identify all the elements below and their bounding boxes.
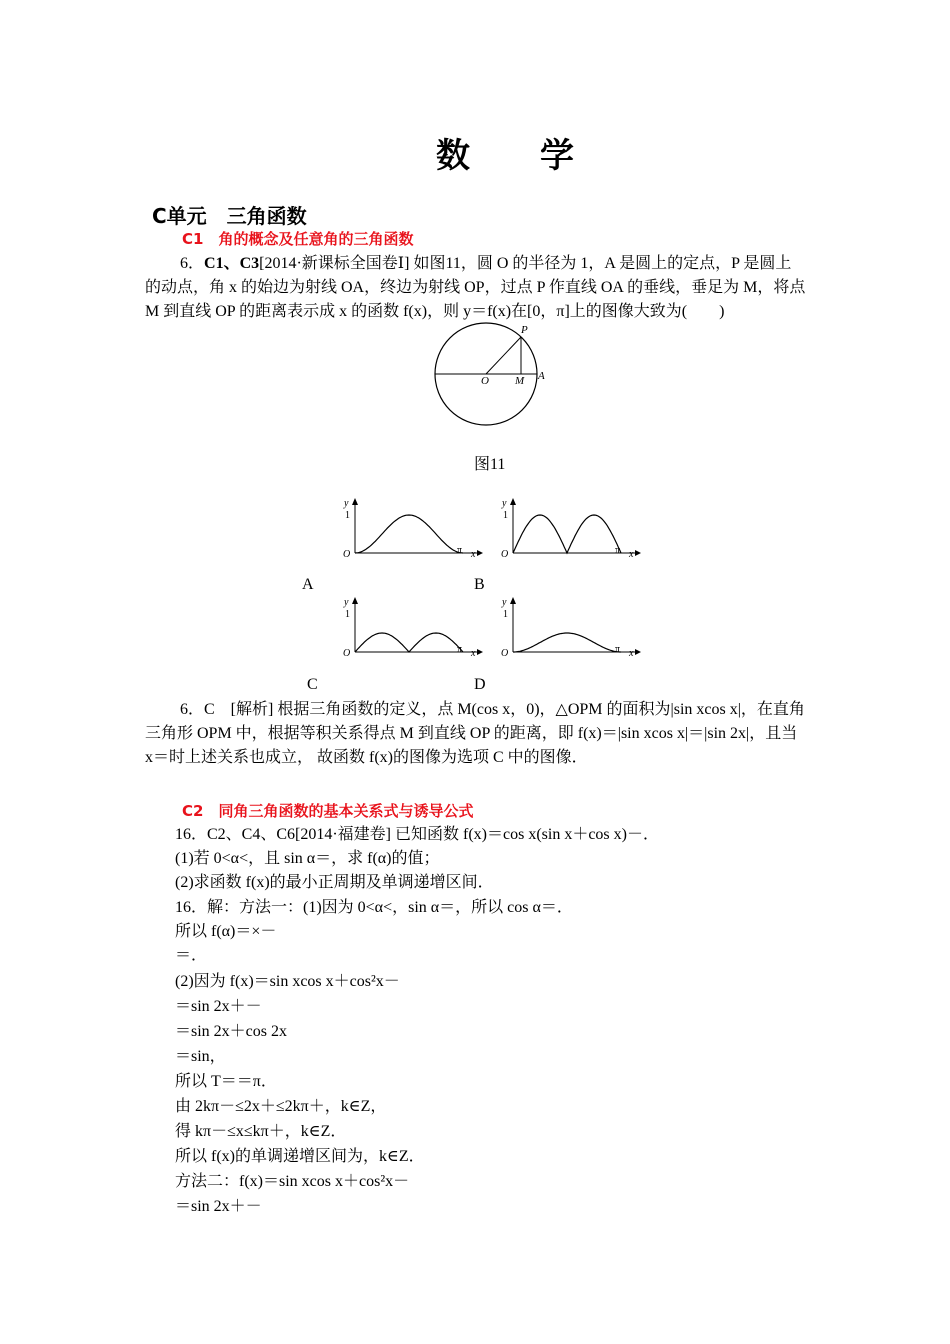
solution16-line: ＝sin 2x＋cos 2x bbox=[175, 1023, 288, 1040]
option-c-label: C bbox=[307, 676, 318, 693]
problem6-text1: 如图11，圆 O 的半径为 1，A 是圆上的定点，P 是圆上 bbox=[413, 255, 792, 272]
problem16-line3: (2)求函数 f(x)的最小正周期及单调递增区间． bbox=[175, 874, 494, 891]
y-axis-arrow bbox=[352, 498, 358, 505]
solution16-line: 所以 f(α)＝×－ bbox=[175, 923, 277, 940]
option-d-graph bbox=[493, 594, 643, 664]
x-axis-arrow bbox=[477, 550, 483, 556]
option-a-graph bbox=[335, 495, 485, 565]
y-axis-label: y bbox=[502, 498, 507, 509]
option-a-label: A bbox=[302, 576, 314, 593]
solution16-line: ＝． bbox=[175, 947, 208, 964]
option-b-graph bbox=[493, 495, 643, 565]
problem6-line2: 的动点，角 x 的始边为射线 OA，终边为射线 OP，过点 P 作直线 OA 的垂线，垂足为 M，将点 bbox=[145, 279, 806, 296]
solution16-line: 所以 T＝＝π． bbox=[175, 1073, 277, 1090]
origin-label: O bbox=[501, 549, 509, 560]
y-tick-1: 1 bbox=[345, 609, 350, 620]
y-axis-arrow bbox=[352, 597, 358, 604]
problem16-line2: (1)若 0<α<，且 sin α＝，求 f(α)的值； bbox=[175, 850, 440, 867]
label-a: A bbox=[538, 370, 545, 382]
x-axis-label: x bbox=[629, 648, 634, 659]
solution16-line: 16．解：方法一：(1)因为 0<α<，sin α＝，所以 cos α＝． bbox=[175, 899, 573, 916]
title-char-2: 学 bbox=[540, 136, 574, 176]
pi-label: π bbox=[457, 644, 463, 655]
problem6-line3: M 到直线 OP 的距离表示成 x 的函数 f(x)，则 y＝f(x)在[0，π]上的图像大致为( ) bbox=[145, 303, 725, 320]
section-c2-heading: C2 同角三角函数的基本关系式与诱导公式 bbox=[182, 802, 474, 820]
y-axis-arrow bbox=[510, 498, 516, 505]
unit-heading: C单元 三角函数 bbox=[152, 204, 307, 228]
problem6-line1 bbox=[180, 252, 791, 276]
problem6-codes: C1、C3 bbox=[204, 255, 260, 272]
label-p: P bbox=[521, 324, 528, 336]
solution16-line: ＝sin 2x＋－ bbox=[175, 1198, 262, 1215]
curve bbox=[355, 633, 463, 652]
solution16-line: 方法二：f(x)＝sin xcos x＋cos²x－ bbox=[175, 1173, 410, 1190]
figure11-circle-diagram bbox=[425, 320, 555, 430]
curve bbox=[513, 633, 621, 652]
solution16-line: 得 kπ－≤x≤kπ＋，k∈Z． bbox=[175, 1123, 347, 1140]
x-axis-arrow bbox=[477, 649, 483, 655]
label-m: M bbox=[515, 375, 525, 387]
curve bbox=[355, 515, 463, 553]
solution16-line: ＝sin 2x＋－ bbox=[175, 998, 262, 1015]
section-c1-heading: C1 角的概念及任意角的三角函数 bbox=[182, 230, 414, 248]
pi-label: π bbox=[457, 545, 463, 556]
solution16-line: ＝sin， bbox=[175, 1048, 226, 1065]
option-b-label: B bbox=[474, 576, 485, 593]
solution16-line: 所以 f(x)的单调递增区间为，k∈Z． bbox=[175, 1148, 425, 1165]
x-axis-label: x bbox=[471, 648, 476, 659]
origin-label: O bbox=[501, 648, 509, 659]
problem16-line1: 16．C2、C4、C6[2014·福建卷] 已知函数 f(x)＝cos x(sin x＋cos x)－． bbox=[175, 826, 659, 843]
option-d-label: D bbox=[474, 676, 486, 693]
solution6-line2: 三角形 OPM 中，根据等积关系得点 M 到直线 OP 的距离，即 f(x)＝|sin xcos x|＝|sin 2x|，且当 bbox=[145, 725, 798, 742]
solution6-line1: 6．C [解析] 根据三角函数的定义，点 M(cos x，0)，△OPM 的面积为|sin xcos x|，在直角 bbox=[180, 701, 805, 718]
x-axis-label: x bbox=[629, 549, 634, 560]
origin-label: O bbox=[343, 648, 351, 659]
y-axis-label: y bbox=[344, 498, 349, 509]
label-o: O bbox=[481, 375, 489, 387]
title-char-1: 数 bbox=[436, 136, 470, 176]
x-axis-arrow bbox=[635, 649, 641, 655]
problem6-source: [2014·新课标全国卷Ⅰ] bbox=[259, 255, 410, 272]
y-axis-arrow bbox=[510, 597, 516, 604]
solution6-line3: x＝时上述关系也成立， 故函数 f(x)的图像为选项 C 中的图像． bbox=[145, 749, 588, 766]
origin-label: O bbox=[343, 549, 351, 560]
pi-label: π bbox=[615, 644, 621, 655]
figure11-caption: 图11 bbox=[474, 456, 506, 473]
y-axis-label: y bbox=[344, 597, 349, 608]
solution16-line: (2)因为 f(x)＝sin xcos x＋cos²x－ bbox=[175, 973, 400, 990]
y-axis-label: y bbox=[502, 597, 507, 608]
solution16-line: 由 2kπ－≤2x＋≤2kπ＋，k∈Z， bbox=[175, 1098, 387, 1115]
option-c-graph bbox=[335, 594, 485, 664]
problem6-number: 6． bbox=[180, 255, 205, 272]
y-tick-1: 1 bbox=[345, 510, 350, 521]
x-axis-arrow bbox=[635, 550, 641, 556]
y-tick-1: 1 bbox=[503, 510, 508, 521]
x-axis-label: x bbox=[471, 549, 476, 560]
y-tick-1: 1 bbox=[503, 609, 508, 620]
pi-label: π bbox=[615, 545, 621, 556]
curve bbox=[513, 515, 621, 553]
page-title bbox=[0, 128, 950, 177]
ray-op bbox=[486, 337, 521, 374]
